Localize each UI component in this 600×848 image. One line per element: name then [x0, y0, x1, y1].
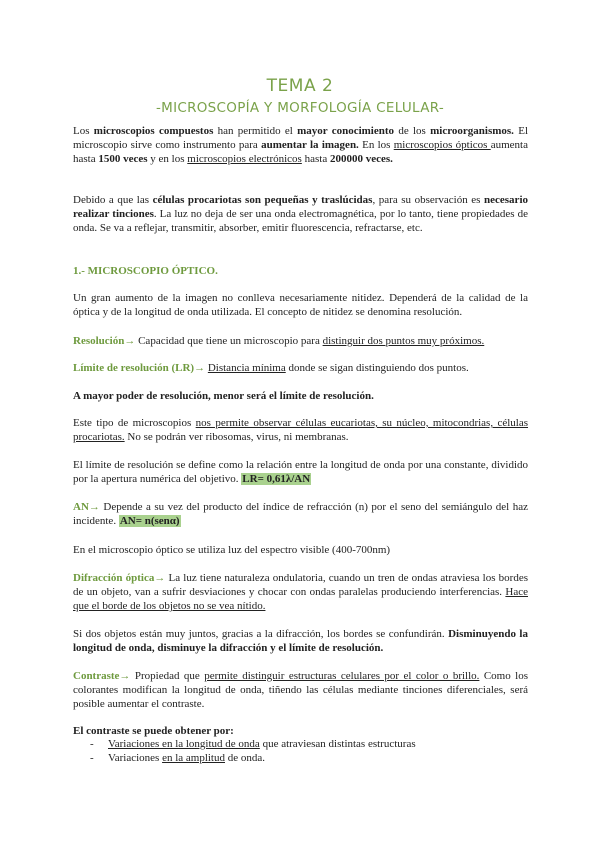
paragraph-contraste-obtener: El contraste se puede obtener por:	[73, 725, 234, 737]
formula-an: AN= n(senα)	[119, 515, 180, 528]
paragraph-resolucion: Resolución→ Capacidad que tiene un microscopio para distinguir dos puntos muy próximos.	[73, 335, 485, 347]
page-title: TEMA 2	[266, 76, 334, 96]
list-item: - Variaciones en la amplitud de onda.	[90, 752, 266, 764]
paragraph-difraccion: Difracción óptica→ La luz tiene naturaleza ondulatoria, cuando un tren de ondas atraviesa los bordes de un objeto, van a sufrir desviaciones y chocar con ondas paralelas produciendo interferencias. Hace que el borde de los objetos no se vea nítido.	[73, 572, 528, 613]
paragraph-nitidez: Un gran aumento de la imagen no conlleva necesariamente nitidez. Dependerá de la calidad de la óptica y de la longitud de onda utilizada. El concepto de nitidez se denomina resolución.	[73, 292, 528, 319]
paragraph-tipo-microscopios: Este tipo de microscopios nos permite observar células eucariotas, su núcleo, mitocondrias, células procariotas. No se podrán ver ribosomas, virus, ni membranas.	[73, 417, 529, 444]
list-item: - Variaciones en la longitud de onda que atraviesan distintas estructuras	[90, 738, 416, 750]
section-heading-1: 1.- MICROSCOPIO ÓPTICO.	[73, 265, 218, 277]
page-subtitle: -MICROSCOPÍA Y MORFOLOGÍA CELULAR-	[155, 100, 445, 116]
formula-lr: LR= 0,61λ/AN	[242, 473, 311, 486]
paragraph-limite-resolucion: Límite de resolución (LR)→ Distancia mínima donde se sigan distinguiendo dos puntos.	[73, 362, 469, 374]
paragraph-objetos-juntos: Si dos objetos están muy juntos, gracias a la difracción, los bordes se confundirán. Disminuyendo la longitud de onda, disminuye la difracción y el límite de resolución.	[73, 628, 528, 655]
paragraph-espectro: En el microscopio óptico se utiliza luz del espectro visible (400-700nm)	[73, 544, 391, 556]
paragraph-limite-definicion: El límite de resolución se define como la relación entre la longitud de onda por una constante, dividido por la apertura numérica del objetivo. LR= 0,61λ/AN	[73, 459, 528, 486]
paragraph-procariotas: Debido a que las células procariotas son pequeñas y traslúcidas, para su observación es necesario realizar tinciones. La luz no deja de ser una onda electromagnética, por lo tanto, tiene propiedades de onda. Se va a reflejar, transmitir, absorber, emitir fluorescencia, refractarse, etc.	[73, 194, 528, 235]
paragraph-intro: Los microscopios compuestos han permitido el mayor conocimiento de los microorganismos. El microscopio sirve como instrumento para aumentar la imagen. En los microscopios ópticos aumenta hasta 1500 veces y en los microscopios electrónicos hasta 200000 veces.	[73, 125, 528, 166]
paragraph-poder-resolucion: A mayor poder de resolución, menor será el límite de resolución.	[73, 390, 374, 402]
paragraph-an: AN→ Depende a su vez del producto del índice de refracción (n) por el seno del semiángulo del haz incidente. AN= n(senα)	[73, 501, 528, 528]
paragraph-contraste: Contraste→ Propiedad que permite distinguir estructuras celulares por el color o brillo. Como los colorantes modifican la longitud de onda, tiñendo las células mediante tinciones diferenciales, será posible aumentar el contraste.	[73, 670, 528, 711]
